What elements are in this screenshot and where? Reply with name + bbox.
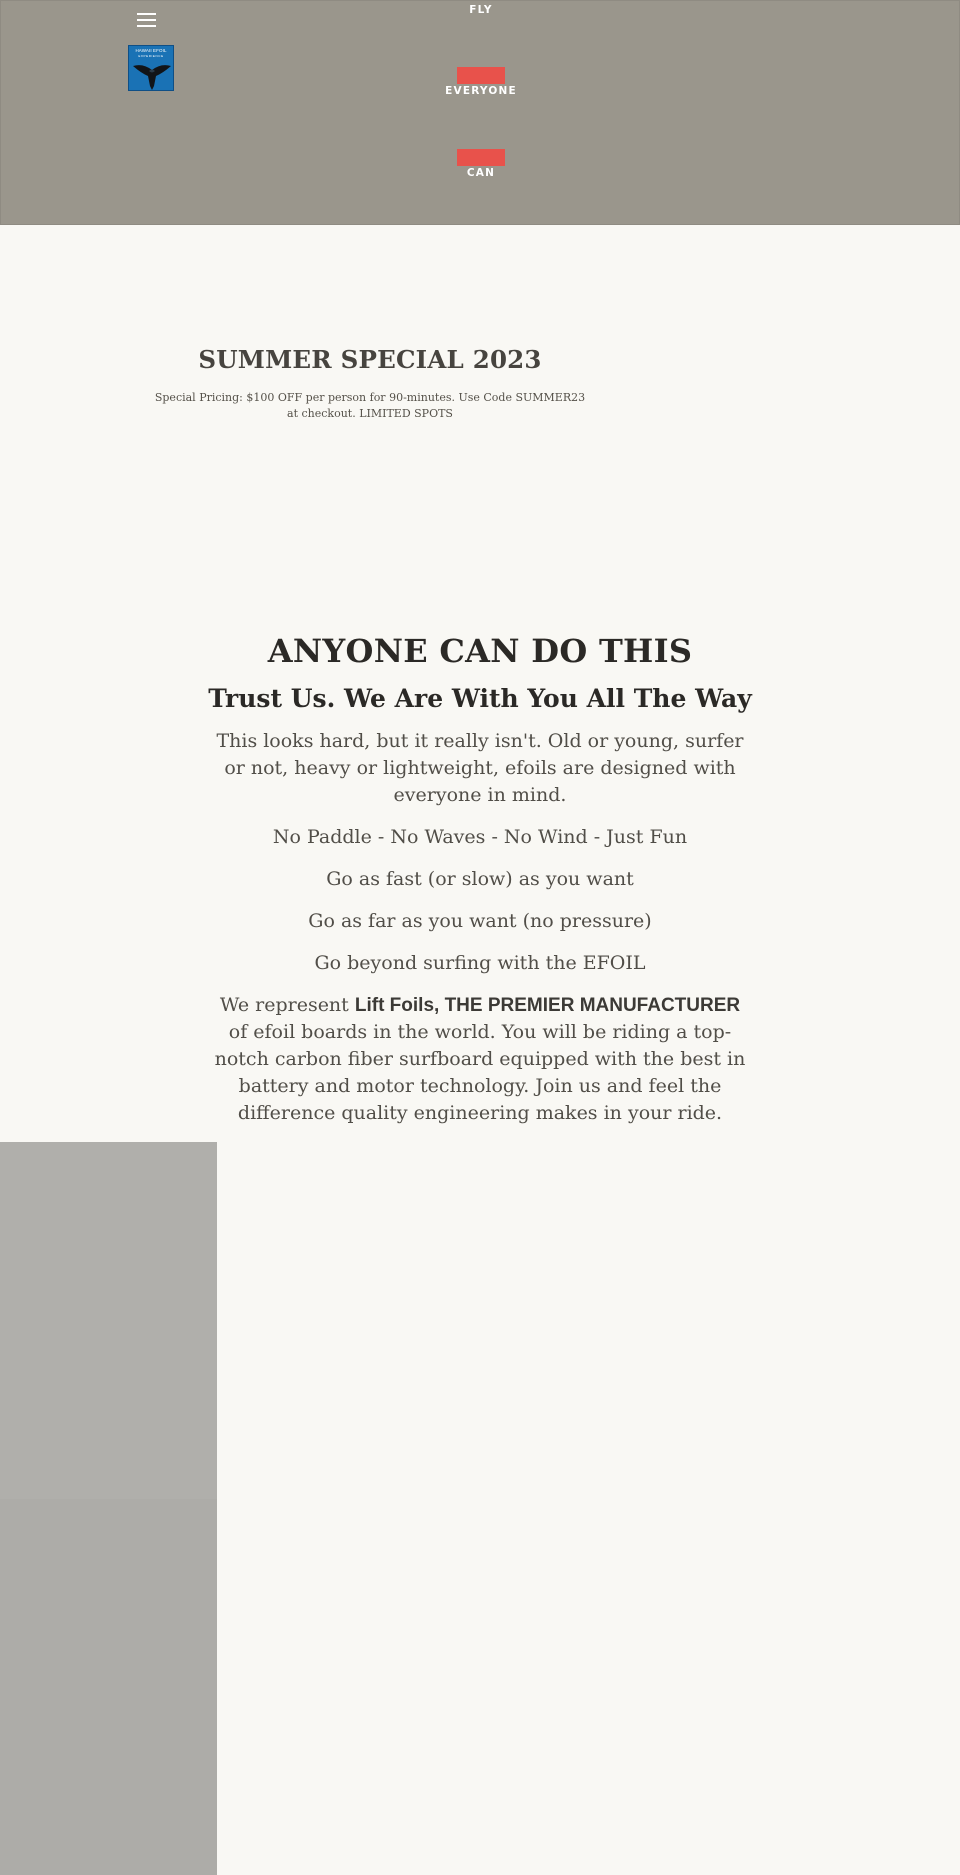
hero-banner bbox=[0, 0, 960, 225]
feature-point: Go beyond surfing with the EFOIL bbox=[314, 952, 646, 974]
manta-ray-icon bbox=[129, 46, 175, 92]
hero-word-fly: FLY bbox=[469, 4, 493, 16]
hero-accent-bar bbox=[457, 67, 505, 84]
intro-paragraph: This looks hard, but it really isn't. Old or young, surfer or not, heavy or lightweight, efoils are designed with everyone in mind. bbox=[216, 730, 744, 806]
hamburger-menu-icon[interactable] bbox=[137, 10, 157, 28]
summer-special-text: Special Pricing: $100 OFF per person for 90-minutes. Use Code SUMMER23 at checkout. LIMITED SPOTS bbox=[154, 391, 586, 420]
logo-text: HAWAII EFOIL bbox=[135, 48, 167, 53]
manufacturer-name: Lift Foils, THE PREMIER MANUFACTURER bbox=[354, 995, 741, 1016]
section-subtitle: Trust Us. We Are With You All The Way bbox=[208, 684, 752, 713]
feature-point: No Paddle - No Waves - No Wind - Just Fun bbox=[272, 826, 688, 848]
hero-word-everyone: EVERYONE bbox=[445, 85, 517, 97]
image-placeholder-upper bbox=[0, 1142, 217, 1499]
hero-word-can: CAN bbox=[466, 167, 496, 179]
feature-point: Go as fast (or slow) as you want bbox=[326, 868, 634, 890]
manufacturer-suffix: of efoil boards in the world. You will be riding a top-notch carbon fiber surfboard equipped with the best in battery and motor technology. Join us and feel the difference quality engineering makes in your ride. bbox=[214, 1021, 746, 1124]
manufacturer-prefix: We represent bbox=[219, 994, 355, 1016]
manufacturer-paragraph bbox=[210, 992, 750, 1127]
section-title: ANYONE CAN DO THIS bbox=[267, 632, 693, 670]
image-placeholder-lower bbox=[0, 1499, 217, 1875]
hero-accent-bar bbox=[457, 149, 505, 166]
summer-special-title: SUMMER SPECIAL 2023 bbox=[198, 345, 542, 374]
site-logo[interactable] bbox=[128, 45, 174, 91]
feature-point: Go as far as you want (no pressure) bbox=[308, 910, 652, 932]
logo-subtext: EXPERIENCE bbox=[138, 54, 164, 58]
